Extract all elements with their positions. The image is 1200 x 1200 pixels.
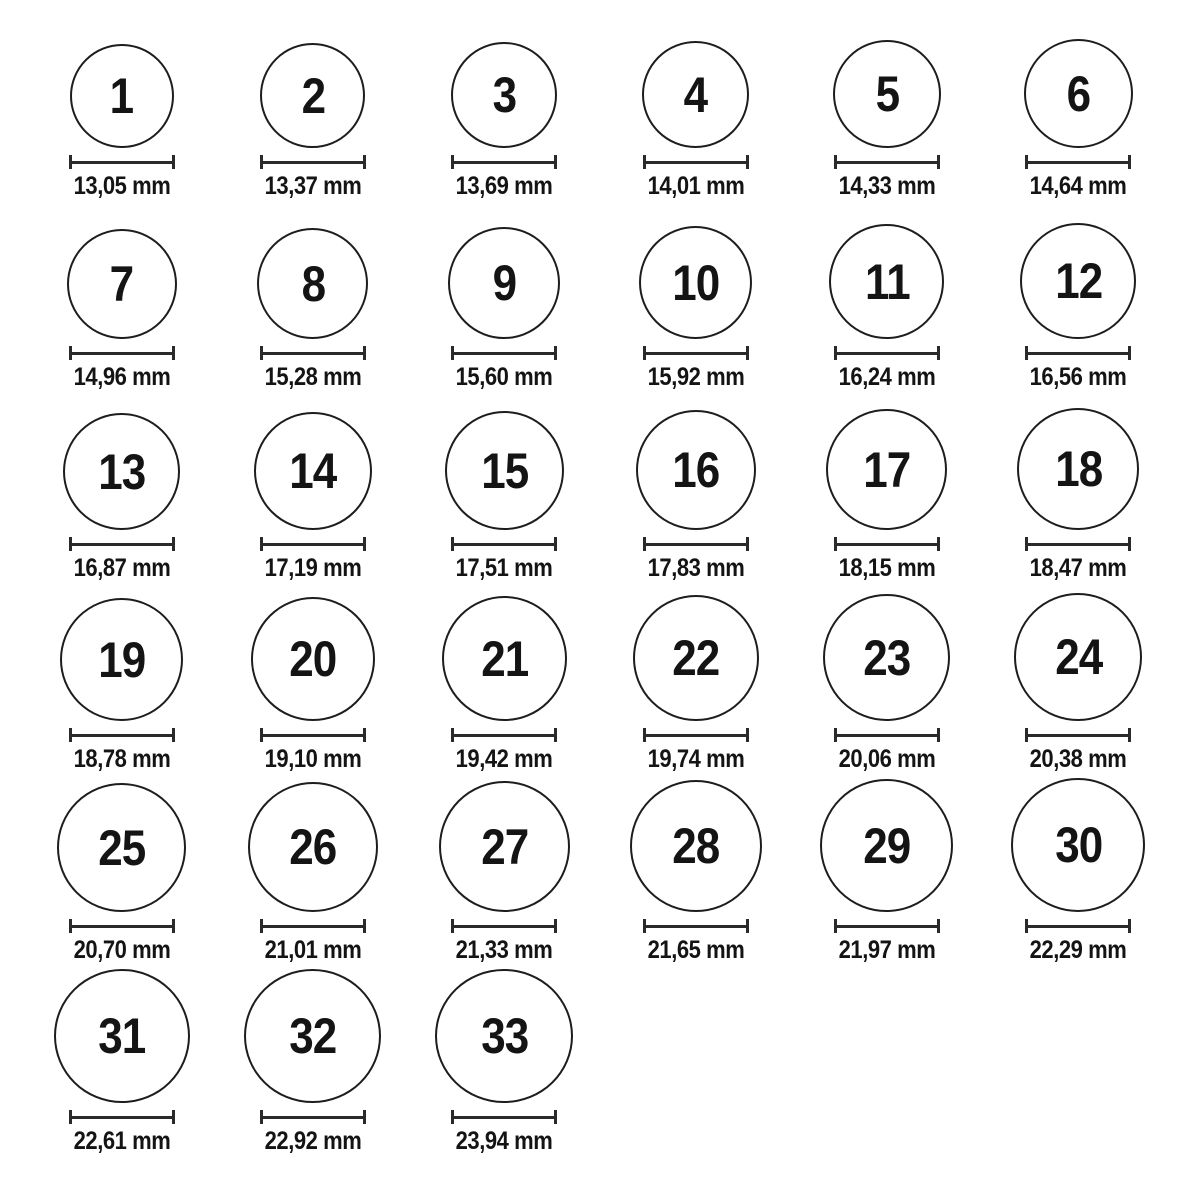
diameter-label: 22,61 mm <box>73 1127 171 1155</box>
diameter-measure-line <box>260 155 366 169</box>
ring-size-cell <box>409 778 600 969</box>
ring-circle <box>57 783 186 912</box>
ring-size-cell <box>409 587 600 778</box>
ring-size-cell <box>791 396 982 587</box>
ring-size-number: 6 <box>1066 65 1091 122</box>
diameter-label: 19,42 mm <box>455 745 553 773</box>
ring-circle <box>251 597 375 721</box>
ring-circle <box>1024 39 1133 148</box>
diameter-label: 14,96 mm <box>73 363 171 391</box>
ring-circle <box>1020 223 1136 339</box>
ring-size-number: 20 <box>289 631 337 687</box>
ring-size-cell <box>791 587 982 778</box>
ring-circle <box>244 969 381 1103</box>
diameter-label: 14,33 mm <box>838 172 936 200</box>
ring-size-cell <box>217 396 408 587</box>
diameter-measure-line <box>451 728 557 742</box>
diameter-label: 22,92 mm <box>264 1127 362 1155</box>
diameter-measure-line <box>451 346 557 360</box>
diameter-measure-line <box>834 346 940 360</box>
ring-size-number: 8 <box>301 255 325 312</box>
ring-size-cell <box>26 205 217 396</box>
diameter-measure-line <box>260 537 366 551</box>
ring-size-cell <box>791 14 982 205</box>
diameter-label: 13,05 mm <box>73 172 171 200</box>
ring-size-cell <box>983 778 1174 969</box>
ring-circle <box>826 409 947 530</box>
diameter-label: 16,56 mm <box>1029 363 1127 391</box>
ring-size-cell <box>217 205 408 396</box>
diameter-measure-line <box>643 728 749 742</box>
ring-size-grid <box>26 14 1174 1160</box>
ring-size-number: 16 <box>672 442 720 498</box>
diameter-measure-line <box>643 537 749 551</box>
ring-circle <box>820 779 953 912</box>
ring-circle <box>1014 593 1142 721</box>
ring-size-number: 14 <box>289 443 337 499</box>
ring-size-cell <box>26 778 217 969</box>
diameter-measure-line <box>1025 919 1131 933</box>
ring-size-number: 15 <box>480 442 528 499</box>
ring-circle <box>67 229 177 339</box>
ring-size-cell <box>26 396 217 587</box>
diameter-measure-line <box>1025 728 1131 742</box>
ring-size-cell <box>600 396 791 587</box>
ring-size-number: 13 <box>98 443 146 500</box>
ring-size-number: 30 <box>1054 817 1102 873</box>
ring-size-cell <box>600 587 791 778</box>
diameter-measure-line <box>260 728 366 742</box>
ring-circle <box>823 594 950 721</box>
ring-circle <box>642 41 749 148</box>
diameter-label: 19,10 mm <box>264 745 362 773</box>
diameter-measure-line <box>260 1110 366 1124</box>
ring-size-number: 10 <box>672 254 720 311</box>
ring-circle <box>451 42 557 148</box>
diameter-label: 20,70 mm <box>73 936 171 964</box>
diameter-measure-line <box>260 346 366 360</box>
ring-size-number: 27 <box>480 818 528 875</box>
diameter-measure-line <box>834 155 940 169</box>
diameter-label: 15,92 mm <box>647 363 745 391</box>
diameter-label: 20,38 mm <box>1029 745 1127 773</box>
diameter-label: 22,29 mm <box>1029 936 1127 964</box>
ring-size-cell <box>26 587 217 778</box>
ring-circle <box>248 782 378 912</box>
ring-size-number: 21 <box>480 630 528 687</box>
ring-size-cell <box>26 14 217 205</box>
ring-size-cell <box>600 205 791 396</box>
ring-size-number: 28 <box>672 818 720 874</box>
diameter-label: 13,37 mm <box>264 172 362 200</box>
diameter-measure-line <box>69 155 175 169</box>
ring-size-cell <box>983 14 1174 205</box>
ring-circle <box>439 781 570 912</box>
ring-circle <box>63 413 180 530</box>
diameter-label: 18,47 mm <box>1029 554 1127 582</box>
ring-size-cell <box>791 205 982 396</box>
diameter-measure-line <box>69 728 175 742</box>
ring-size-cell <box>983 587 1174 778</box>
diameter-measure-line <box>451 155 557 169</box>
diameter-label: 18,15 mm <box>838 554 936 582</box>
ring-size-number: 23 <box>863 629 911 686</box>
diameter-label: 19,74 mm <box>647 745 745 773</box>
diameter-label: 23,94 mm <box>455 1127 553 1155</box>
ring-size-cell <box>217 778 408 969</box>
diameter-measure-line <box>834 919 940 933</box>
diameter-measure-line <box>69 919 175 933</box>
ring-circle <box>60 598 183 721</box>
diameter-label: 14,01 mm <box>647 172 745 200</box>
diameter-measure-line <box>834 537 940 551</box>
ring-size-number: 18 <box>1054 441 1102 497</box>
ring-size-cell <box>217 969 408 1160</box>
ring-circle <box>260 43 365 148</box>
diameter-measure-line <box>69 346 175 360</box>
ring-size-number: 11 <box>864 253 910 310</box>
ring-size-cell <box>409 396 600 587</box>
ring-circle <box>54 969 190 1103</box>
diameter-label: 13,69 mm <box>455 172 553 200</box>
diameter-measure-line <box>451 537 557 551</box>
diameter-label: 21,33 mm <box>455 936 553 964</box>
ring-size-cell <box>983 396 1174 587</box>
ring-size-cell <box>409 205 600 396</box>
ring-size-number: 2 <box>301 67 325 124</box>
ring-circle <box>636 410 756 530</box>
diameter-label: 16,87 mm <box>73 554 171 582</box>
ring-size-number: 7 <box>109 256 134 312</box>
ring-circle <box>829 224 944 339</box>
ring-size-number: 3 <box>492 67 517 123</box>
diameter-label: 18,78 mm <box>73 745 171 773</box>
diameter-label: 17,19 mm <box>264 554 362 582</box>
ring-size-number: 24 <box>1054 629 1102 685</box>
ring-circle <box>448 227 560 339</box>
diameter-measure-line <box>451 1110 557 1124</box>
ring-circle <box>630 780 762 912</box>
diameter-measure-line <box>260 919 366 933</box>
ring-size-cell <box>600 778 791 969</box>
diameter-label: 20,06 mm <box>838 745 936 773</box>
diameter-measure-line <box>643 155 749 169</box>
diameter-measure-line <box>69 1110 175 1124</box>
ring-circle <box>254 412 372 530</box>
diameter-measure-line <box>643 919 749 933</box>
diameter-label: 21,97 mm <box>838 936 936 964</box>
diameter-label: 15,28 mm <box>264 363 362 391</box>
diameter-measure-line <box>643 346 749 360</box>
ring-size-number: 4 <box>683 66 708 123</box>
diameter-label: 17,51 mm <box>455 554 553 582</box>
ring-circle <box>70 44 174 148</box>
diameter-label: 17,83 mm <box>647 554 745 582</box>
ring-circle <box>833 40 941 148</box>
ring-circle <box>445 411 564 530</box>
ring-circle <box>1011 778 1145 912</box>
diameter-measure-line <box>1025 346 1131 360</box>
ring-circle <box>1017 408 1139 530</box>
ring-size-number: 5 <box>875 66 899 122</box>
diameter-label: 21,01 mm <box>264 936 362 964</box>
ring-size-number: 17 <box>863 441 911 498</box>
ring-size-number: 12 <box>1054 253 1102 309</box>
ring-size-number: 32 <box>289 1008 337 1065</box>
diameter-measure-line <box>1025 537 1131 551</box>
ring-size-number: 29 <box>863 817 911 874</box>
ring-size-cell <box>217 587 408 778</box>
ring-circle <box>257 228 368 339</box>
ring-circle <box>639 226 752 339</box>
diameter-measure-line <box>834 728 940 742</box>
ring-size-number: 25 <box>98 819 146 876</box>
ring-size-number: 31 <box>98 1008 146 1065</box>
ring-size-number: 33 <box>480 1008 528 1065</box>
diameter-label: 16,24 mm <box>838 363 936 391</box>
ring-size-cell <box>983 205 1174 396</box>
ring-size-cell <box>791 778 982 969</box>
ring-size-number: 9 <box>492 255 517 311</box>
diameter-measure-line <box>451 919 557 933</box>
ring-circle <box>633 595 759 721</box>
ring-size-cell <box>26 969 217 1160</box>
diameter-label: 14,64 mm <box>1029 172 1127 200</box>
ring-size-number: 22 <box>672 630 720 686</box>
ring-size-number: 1 <box>109 68 134 124</box>
diameter-measure-line <box>69 537 175 551</box>
diameter-label: 21,65 mm <box>647 936 745 964</box>
diameter-measure-line <box>1025 155 1131 169</box>
diameter-label: 15,60 mm <box>455 363 553 391</box>
ring-size-number: 26 <box>289 819 337 875</box>
ring-size-cell <box>409 969 600 1160</box>
ring-circle <box>435 969 573 1103</box>
ring-size-number: 19 <box>98 631 146 688</box>
ring-size-cell <box>600 14 791 205</box>
ring-size-cell <box>217 14 408 205</box>
ring-size-cell <box>409 14 600 205</box>
ring-circle <box>442 596 567 721</box>
